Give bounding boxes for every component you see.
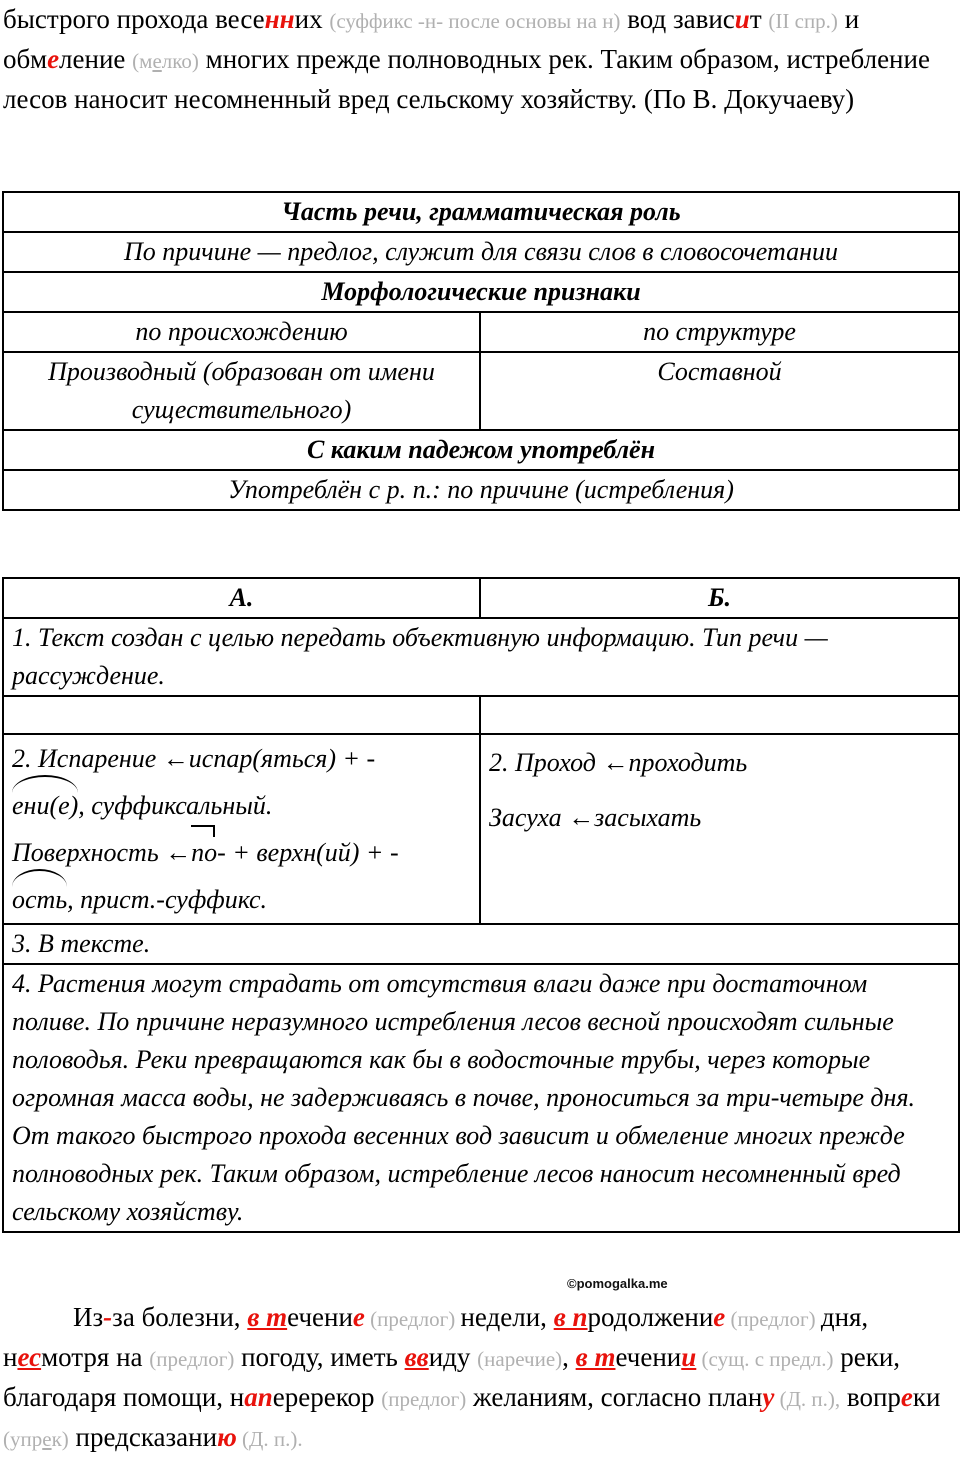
highlight-letters: ес <box>17 1342 42 1372</box>
cell-text: 2. Испарение <box>12 744 163 773</box>
arrow-left-icon: ← <box>162 744 189 773</box>
annotation: (Д. п.), <box>774 1387 841 1411</box>
annotation-part: е <box>42 1427 52 1451</box>
final-text: реки, благодаря помощи, н <box>3 1342 901 1412</box>
intro-text: быстрого прохода весе <box>3 4 265 34</box>
table-cell: По причине — предлог, служит для связи слов в словосочетании <box>3 232 959 272</box>
annotation-part: к) <box>51 1427 69 1451</box>
word-formation-cell-b <box>480 734 959 924</box>
highlight-letters: ю <box>217 1422 237 1452</box>
empty-cell <box>480 696 959 734</box>
cell-text: , суффиксальный. <box>78 791 273 820</box>
highlight-letters: нн <box>264 4 295 34</box>
watermark: ©pomogalka.me <box>567 1276 668 1291</box>
intro-text: и обм <box>3 4 860 74</box>
cell-text: засыхать <box>594 803 702 832</box>
final-text: желаниям, согласно план <box>466 1382 763 1412</box>
annotation <box>132 49 199 73</box>
final-text: за болезни, <box>112 1302 248 1332</box>
table-cell: Составной <box>480 352 959 430</box>
cell-text: Поверхность <box>12 838 166 867</box>
intro-text: их <box>294 4 330 34</box>
final-text: еререкор <box>272 1382 382 1412</box>
highlight-letters: е <box>352 1302 365 1332</box>
table-cell: 1. Текст создан с целью передать объективную информацию. Тип речи — рассуждение. <box>3 618 959 696</box>
final-text: родолжени <box>587 1302 714 1332</box>
highlight-letters: в т <box>575 1342 616 1372</box>
intro-text: вод завис <box>620 4 735 34</box>
highlight-letters: - <box>103 1302 113 1332</box>
annotation-part: е <box>152 49 162 73</box>
final-paragraph <box>3 1298 953 1458</box>
intro-text: многих прежде полноводных рек. Таким образом, истребление лесов наносит несомненный вред сельскому хозяйству. (По В. Докучаеву) <box>3 44 930 114</box>
annotation-part: лко) <box>161 49 199 73</box>
annotation: (Д. п.). <box>236 1427 303 1451</box>
table-cell: по происхождению <box>3 312 480 352</box>
highlight-letters: е <box>900 1382 913 1412</box>
final-text: ки <box>912 1382 941 1412</box>
intro-text: т <box>749 4 769 34</box>
cell-text: 2. Проход <box>489 748 603 777</box>
cell-text: Засуха <box>489 803 569 832</box>
word-formation-cell-a <box>3 734 480 924</box>
highlight-letters: е <box>713 1302 726 1332</box>
highlight-letters: в п <box>553 1302 588 1332</box>
table-header: С каким падежом употреблён <box>3 430 959 470</box>
highlight-letters: е <box>47 44 60 74</box>
cell-text: испар(яться) + - <box>188 744 376 773</box>
final-text: мотря на <box>41 1342 150 1372</box>
final-text: дня, н <box>3 1302 869 1372</box>
intro-text: ление <box>59 44 133 74</box>
highlight-letters: ап <box>244 1382 273 1412</box>
cell-text: - + верхн(ий) + - <box>217 838 399 867</box>
highlight-letters: и <box>734 4 750 34</box>
cell-text: , прист.-суффикс. <box>67 885 267 914</box>
suffix-arc-mark: ость <box>12 876 67 923</box>
highlight-letters: у <box>762 1382 775 1412</box>
table-header: Морфологические признаки <box>3 272 959 312</box>
cell-text: проходить <box>628 748 748 777</box>
table-cell: по структуре <box>480 312 959 352</box>
table-cell: 4. Растения могут страдать от отсутствия влаги даже при достаточном поливе. По причине неразумного истребления лесов весной происходят сильные половодья. Реки превращаются как бы в водосточные трубы, через которые огромная масса воды, не задерживаясь в почве, проноситься за три-четыре дня. От такого быстрого прохода весенних вод зависит и обмеление многих прежде полноводных рек. Таким образом, истребление лесов наносит несомненный вред сельскому хозяйству. <box>3 964 959 1232</box>
table-cell: 3. В тексте. <box>3 924 959 964</box>
intro-paragraph <box>3 0 953 118</box>
table-header: Часть речи, грамматическая роль <box>3 192 959 232</box>
highlight-letters: вв <box>404 1342 429 1372</box>
annotation: (сущ. с предл.) <box>696 1347 834 1371</box>
final-text: , <box>562 1342 576 1372</box>
highlight-letters: и <box>681 1342 697 1372</box>
final-text: Из <box>73 1302 104 1332</box>
annotation <box>3 1427 69 1451</box>
arrow-left-icon: ← <box>568 803 595 832</box>
annotation: (наречие) <box>477 1347 563 1371</box>
final-text: предсказани <box>68 1422 218 1452</box>
final-text: иду <box>428 1342 478 1372</box>
annotation: (предлог) <box>725 1307 821 1331</box>
annotation: (предлог) <box>381 1387 467 1411</box>
annotation: (предлог) <box>364 1307 461 1331</box>
arrow-left-icon: ← <box>165 838 192 867</box>
final-text: ечени <box>287 1302 353 1332</box>
final-text: ечени <box>615 1342 682 1372</box>
final-text: недели, <box>460 1302 554 1332</box>
annotation-part: (упр <box>3 1427 43 1451</box>
suffix-arc-mark: ени(е) <box>12 782 78 829</box>
preposition-analysis-table <box>2 191 960 511</box>
annotation: (предлог) <box>149 1347 235 1371</box>
column-header-b: Б. <box>480 578 959 618</box>
annotation-part: (м <box>132 49 153 73</box>
annotation: (суффикс -н- после основы на н) <box>329 9 621 33</box>
final-text: погоду, иметь <box>234 1342 405 1372</box>
table-cell: Производный (образован от имени существительного) <box>3 352 480 430</box>
highlight-letters: в т <box>247 1302 288 1332</box>
prefix-mark: по <box>191 829 217 876</box>
arrow-left-icon: ← <box>602 748 629 777</box>
text-analysis-table <box>2 577 960 1233</box>
empty-cell <box>3 696 480 734</box>
annotation: (II спр.) <box>768 9 838 33</box>
table-cell: Употреблён с р. п.: по причине (истребления) <box>3 470 959 510</box>
final-text: вопр <box>840 1382 901 1412</box>
column-header-a: А. <box>3 578 480 618</box>
